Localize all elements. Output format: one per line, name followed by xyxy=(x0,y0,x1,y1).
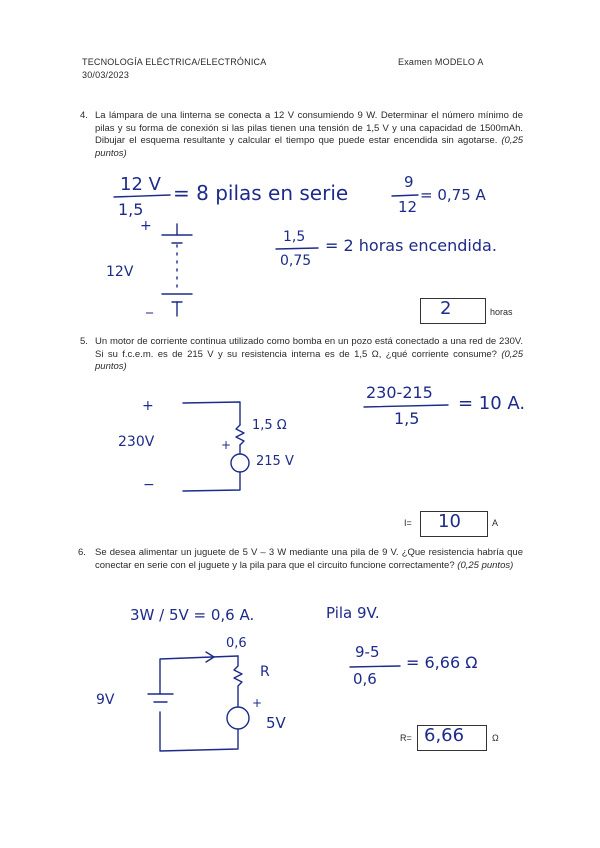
question-6-points: (0,25 puntos) xyxy=(457,559,514,571)
q6-resistor xyxy=(234,656,242,706)
q6-resistor-label: R xyxy=(260,664,270,680)
q5-fraction-denominator: 1,5 xyxy=(394,409,420,428)
q6-toy-plus: + xyxy=(252,696,263,710)
question-4-points: (0,25 puntos) xyxy=(95,135,524,159)
question-5-number: 5. xyxy=(80,336,88,347)
q5-result: = 10 A. xyxy=(458,393,526,414)
question-6-number: 6. xyxy=(78,547,86,558)
q4-plus-sign: + xyxy=(140,218,152,234)
q6-source-voltage: 9V xyxy=(96,692,115,708)
q5-emf-label: 215 V xyxy=(256,454,294,469)
q6-fraction-bar xyxy=(350,666,400,667)
q6-circuit-top-wire xyxy=(160,656,238,682)
q5-answer-label: I= xyxy=(404,518,412,528)
q5-motor-symbol xyxy=(231,454,249,472)
q6-answer-unit: Ω xyxy=(492,733,499,743)
q4-hours-result: = 2 horas encendida. xyxy=(325,236,497,255)
q4-fraction2-numerator: 9 xyxy=(404,173,414,191)
question-5-statement: Un motor de corriente continua utilizado como bomba en un pozo está conectado a una red de 230V. Si su f.c.e.m. es de 215 V y su resistencia interna es de 1,5 Ω, ¿qué corriente consume? xyxy=(95,336,523,360)
q4-fraction1-denominator: 1,5 xyxy=(118,200,144,219)
q5-circuit-top-wire xyxy=(183,402,240,425)
subject-title: TECNOLOGÍA ELÉCTRICA/ELECTRÓNICA xyxy=(82,57,267,67)
q6-battery-note: Pila 9V. xyxy=(326,604,380,622)
q4-fraction2-bar xyxy=(392,195,418,196)
q6-result: = 6,66 Ω xyxy=(406,653,478,672)
question-4-statement: La lámpara de una linterna se conecta a 12 V consumiendo 9 W. Determinar el número mínimo de pilas y su forma de conexión si las pilas tienen una tensión de 1,5 V y una capacidad de 1500mAh. Dibujar el esquema resultante y calcular el tiempo que puede estar encendida sin agotarse. xyxy=(95,110,523,147)
q5-resistance-label: 1,5 Ω xyxy=(252,418,287,433)
q5-plus-sign: + xyxy=(142,398,154,414)
question-4-number: 4. xyxy=(80,110,88,121)
q6-fraction-numerator: 9-5 xyxy=(355,643,380,661)
q4-current-result: = 0,75 A xyxy=(420,186,486,204)
q5-emf-plus: + xyxy=(221,438,232,452)
q6-fraction-denominator: 0,6 xyxy=(353,670,377,688)
q5-fraction-numerator: 230-215 xyxy=(366,383,433,402)
q4-fraction1-bar xyxy=(114,195,170,197)
q6-circuit-bottom-wire xyxy=(160,712,238,751)
q6-toy-symbol xyxy=(227,707,249,729)
q6-answer-label: R= xyxy=(400,733,412,743)
q5-circuit-bottom-wire xyxy=(183,472,240,491)
q4-voltage-label: 12V xyxy=(106,264,134,280)
q6-toy-voltage: 5V xyxy=(266,714,286,732)
q6-current-calc: 3W / 5V = 0,6 A. xyxy=(130,606,255,624)
exam-date: 30/03/2023 xyxy=(82,70,130,80)
q4-fraction2-denominator: 12 xyxy=(398,198,418,216)
q4-answer-unit: horas xyxy=(490,307,513,317)
q4-fraction3-denominator: 0,75 xyxy=(280,253,312,269)
q5-minus-sign: − xyxy=(143,477,155,493)
q4-fraction3-bar xyxy=(276,248,318,249)
q4-minus-sign: _ xyxy=(146,298,153,314)
q6-answer-value: 6,66 xyxy=(424,725,465,746)
question-5-points: (0,25 puntos) xyxy=(95,348,523,373)
q5-fraction-bar xyxy=(364,405,448,407)
q4-answer-value: 2 xyxy=(440,298,452,319)
q4-battery-count: = 8 pilas en serie xyxy=(173,181,349,205)
q4-fraction3-numerator: 1,5 xyxy=(283,229,306,245)
exam-model: Examen MODELO A xyxy=(398,57,484,67)
q5-resistor xyxy=(236,425,244,445)
q6-arrow-current: 0,6 xyxy=(226,636,247,651)
question-6-statement: Se desea alimentar un juguete de 5 V – 3 W mediante una pila de 9 V. ¿Que resistencia habría que conectar en serie con el juguete y la pila para que el circuito funcione correctamente? xyxy=(95,547,523,571)
q4-fraction1-numerator: 12 V xyxy=(120,174,161,195)
q5-voltage-label: 230V xyxy=(118,434,155,450)
q5-answer-unit: A xyxy=(492,518,499,528)
q5-answer-value: 10 xyxy=(438,511,461,532)
